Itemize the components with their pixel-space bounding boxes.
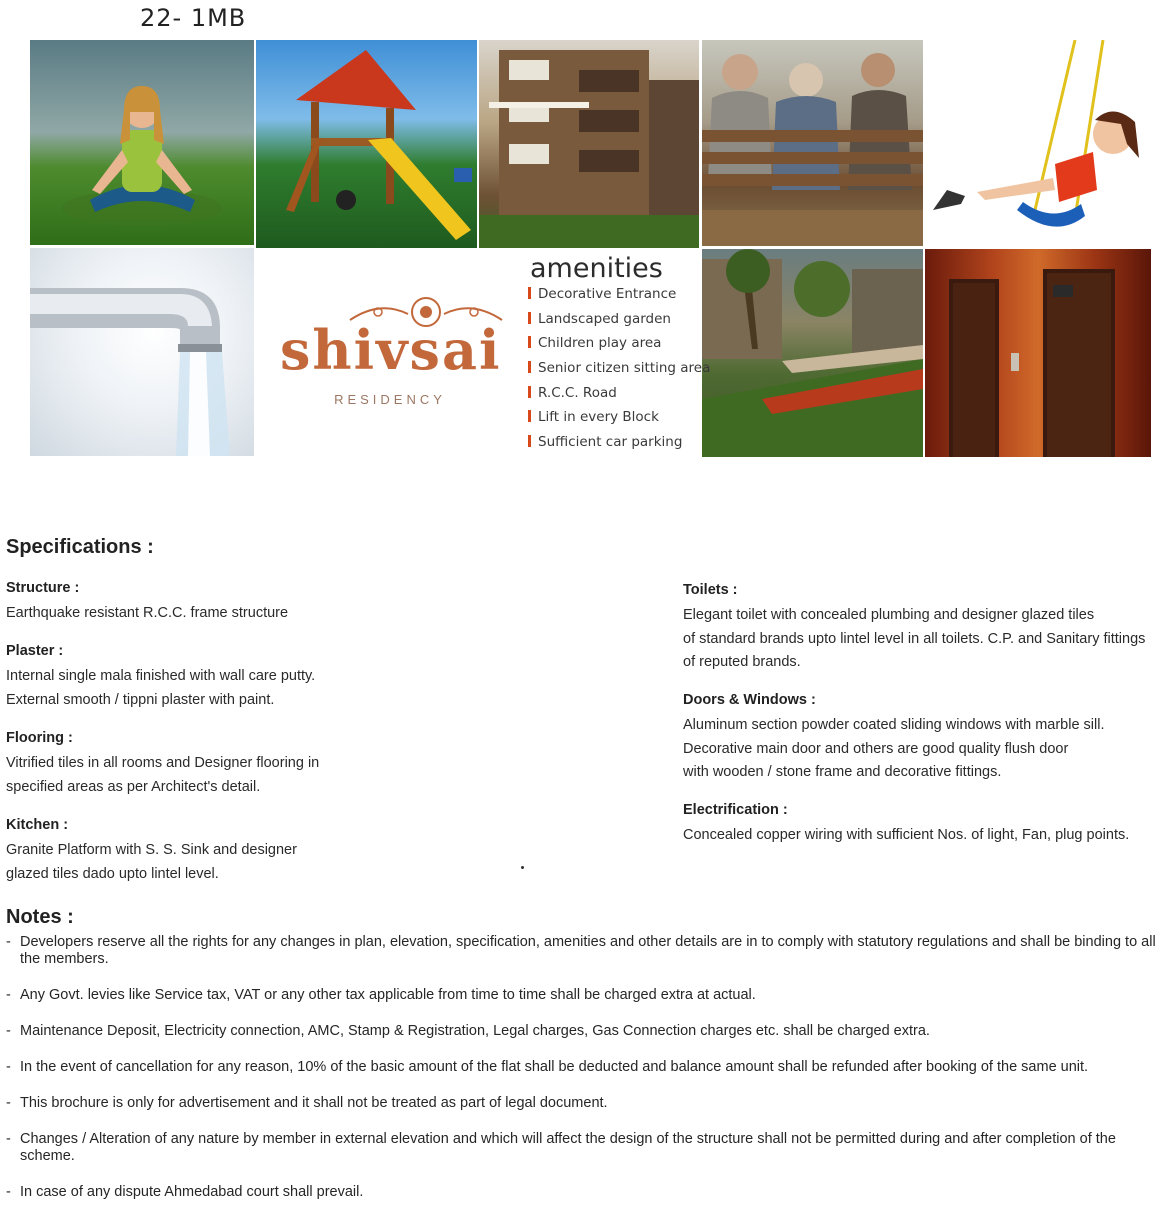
amenity-item bbox=[528, 360, 710, 385]
spec-line: of reputed brands. bbox=[683, 654, 801, 670]
amenity-item bbox=[528, 311, 710, 336]
amenity-bullet-icon bbox=[528, 435, 531, 447]
notes-heading: Notes : bbox=[6, 906, 74, 928]
note-bullet: - bbox=[6, 1059, 11, 1075]
note-item bbox=[6, 1131, 1174, 1165]
amenity-item bbox=[528, 335, 710, 360]
note-bullet: - bbox=[6, 934, 11, 950]
specifications-heading: Specifications : bbox=[6, 536, 154, 558]
note-text: In the event of cancellation for any reason, 10% of the basic amount of the flat shall be deducted and balance amount shall be refunded after booking of the same unit. bbox=[20, 1059, 1089, 1075]
amenity-label: Senior citizen sitting area bbox=[538, 360, 711, 377]
spec-title: Electrification : bbox=[683, 802, 788, 818]
note-bullet: - bbox=[6, 1184, 11, 1200]
stray-dot bbox=[521, 866, 524, 869]
amenity-label: Lift in every Block bbox=[538, 409, 659, 426]
amenity-item bbox=[528, 286, 710, 311]
spec-line: Concealed copper wiring with sufficient Nos. of light, Fan, plug points. bbox=[683, 827, 1130, 843]
amenities-list bbox=[528, 286, 710, 459]
spec-title: Plaster : bbox=[6, 643, 64, 659]
spec-line: glazed tiles dado upto lintel level. bbox=[6, 865, 219, 882]
spec-section bbox=[683, 692, 1123, 785]
note-item bbox=[6, 934, 1174, 968]
notes-list bbox=[6, 934, 1174, 1220]
note-text: Maintenance Deposit, Electricity connection, AMC, Stamp & Registration, Legal charges, Gas Connection charges etc. shall be charged extra. bbox=[20, 1023, 930, 1039]
building-facade-photo bbox=[479, 40, 699, 248]
spec-title: Flooring : bbox=[6, 730, 73, 746]
spec-line: with wooden / stone frame and decorative fittings. bbox=[683, 764, 1002, 780]
spec-title: Toilets : bbox=[683, 582, 738, 598]
spec-section bbox=[6, 580, 446, 626]
amenity-label: Landscaped garden bbox=[538, 310, 671, 327]
amenities-heading: amenities bbox=[530, 253, 663, 284]
spec-title: Doors & Windows : bbox=[683, 692, 816, 708]
spec-line: Elegant toilet with concealed plumbing and designer glazed tiles bbox=[683, 607, 1095, 623]
note-bullet: - bbox=[6, 1131, 11, 1147]
note-bullet: - bbox=[6, 1095, 11, 1111]
amenity-label: Sufficient car parking bbox=[538, 434, 683, 451]
spec-line: Decorative main door and others are good quality flush door bbox=[683, 740, 1069, 757]
shivsai-residency-logo bbox=[270, 290, 510, 420]
water-tap-photo bbox=[30, 248, 254, 456]
spec-line: Vitrified tiles in all rooms and Designer flooring in bbox=[6, 755, 320, 771]
yoga-woman-photo bbox=[30, 40, 254, 245]
landscaped-garden-photo bbox=[702, 249, 923, 457]
spec-title: Kitchen : bbox=[6, 817, 69, 833]
senior-citizens-bench-photo bbox=[702, 40, 923, 246]
note-item bbox=[6, 1184, 1174, 1201]
spec-line: Earthquake resistant R.C.C. frame structure bbox=[6, 605, 289, 621]
spec-line: Granite Platform with S. S. Sink and designer bbox=[6, 842, 297, 858]
spec-line: Internal single mala finished with wall care putty. bbox=[6, 668, 316, 684]
spec-title: Structure : bbox=[6, 580, 80, 596]
amenity-label: Children play area bbox=[538, 335, 662, 352]
spec-section bbox=[6, 817, 446, 886]
note-item bbox=[6, 987, 1174, 1004]
spec-section bbox=[6, 643, 446, 712]
spec-section bbox=[683, 582, 1146, 675]
logo-subtitle: RESIDENCY bbox=[334, 392, 446, 407]
spec-line: Aluminum section powder coated sliding windows with marble sill. bbox=[683, 717, 1105, 733]
lift-lobby-photo bbox=[925, 249, 1151, 457]
amenity-bullet-icon bbox=[528, 361, 531, 373]
amenity-bullet-icon bbox=[528, 410, 531, 422]
amenity-label: R.C.C. Road bbox=[538, 384, 617, 401]
girl-on-swing-photo bbox=[925, 40, 1151, 246]
logo-wordmark: shivsai bbox=[280, 318, 502, 382]
note-text: This brochure is only for advertisement and it shall not be treated as part of legal document. bbox=[20, 1095, 608, 1111]
amenity-bullet-icon bbox=[528, 312, 531, 324]
playground-photo bbox=[256, 40, 477, 248]
amenity-item bbox=[528, 409, 710, 434]
note-item bbox=[6, 1059, 1174, 1076]
amenity-bullet-icon bbox=[528, 287, 531, 299]
note-text: Developers reserve all the rights for any changes in plan, elevation, specification, amenities and other details are in to comply with statutory regulations and shall be binding to all the members. bbox=[20, 934, 1156, 967]
note-bullet: - bbox=[6, 987, 11, 1003]
amenity-bullet-icon bbox=[528, 336, 531, 348]
note-text: In case of any dispute Ahmedabad court shall prevail. bbox=[20, 1184, 364, 1200]
note-item bbox=[6, 1095, 1174, 1112]
spec-section bbox=[6, 730, 446, 799]
handwritten-note: 22- 1MB bbox=[140, 4, 247, 32]
note-text: Any Govt. levies like Service tax, VAT or any other tax applicable from time to time shall be charged extra at actual. bbox=[20, 987, 756, 1003]
note-text: Changes / Alteration of any nature by member in external elevation and which will affect the design of the structure shall not be permitted during and after completion of the scheme. bbox=[20, 1131, 1116, 1164]
spec-line: specified areas as per Architect's detail. bbox=[6, 778, 261, 795]
amenity-bullet-icon bbox=[528, 386, 531, 398]
note-bullet: - bbox=[6, 1023, 11, 1039]
spec-line: External smooth / tippni plaster with paint. bbox=[6, 691, 275, 708]
spec-section bbox=[683, 802, 1130, 848]
amenity-item bbox=[528, 434, 710, 459]
amenity-label: Decorative Entrance bbox=[538, 286, 677, 302]
note-item bbox=[6, 1023, 1174, 1040]
spec-line: of standard brands upto lintel level in all toilets. C.P. and Sanitary fittings bbox=[683, 630, 1146, 647]
amenity-item bbox=[528, 385, 710, 410]
